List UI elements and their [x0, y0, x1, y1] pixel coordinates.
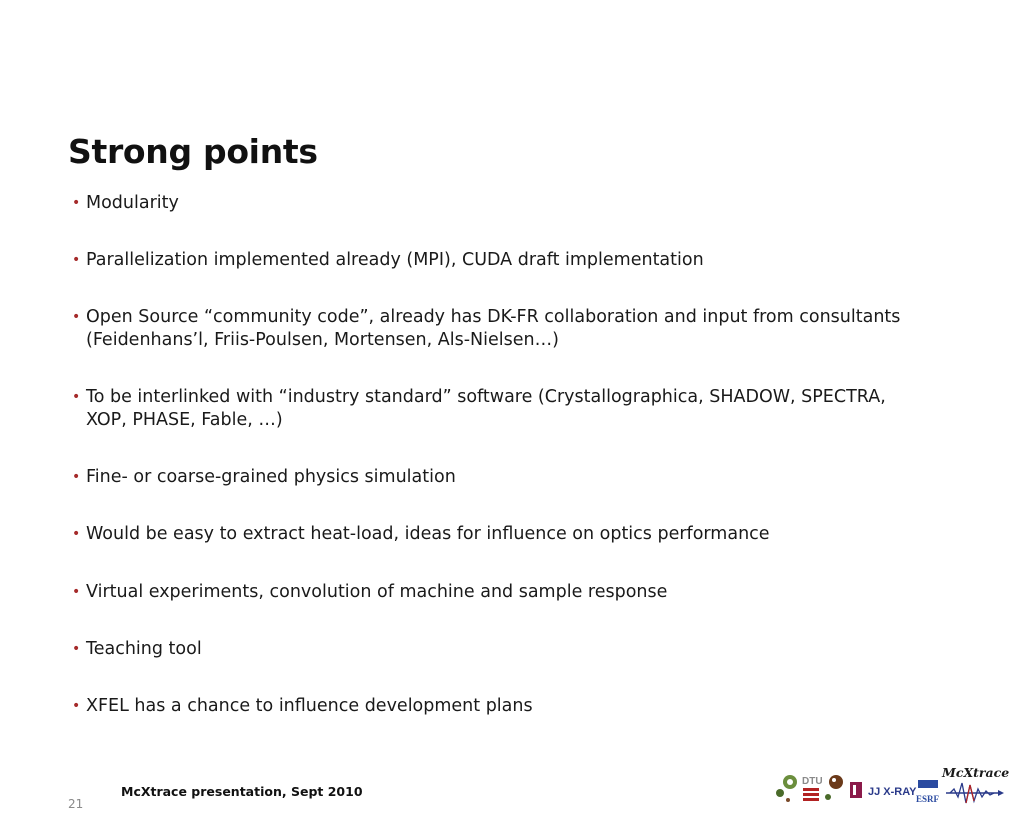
jj-xray-logo [868, 786, 917, 798]
bullet-text: Parallelization implemented already (MPI), CUDA draft implementation [86, 250, 704, 270]
bullet-item [72, 249, 906, 272]
soleil-logo [850, 782, 862, 798]
bullet-item [72, 581, 906, 604]
bullet-icon: • [72, 698, 81, 714]
risoe-logo [825, 775, 843, 800]
bullet-text: Fine- or coarse-grained physics simulation [86, 467, 456, 487]
bullet-icon: • [72, 641, 81, 657]
bullet-item [72, 638, 906, 661]
bullet-icon: • [72, 195, 81, 211]
bullet-icon: • [72, 309, 81, 325]
jj-xray-logo-text: JJ X-RAY [868, 786, 917, 798]
bullet-text: Teaching tool [86, 639, 202, 659]
bullet-text: XFEL has a chance to influence development plans [86, 696, 533, 716]
dtu-logo-text: DTU [802, 776, 823, 787]
bullet-icon: • [72, 389, 81, 405]
bullet-icon: • [72, 584, 81, 600]
bullet-item [72, 306, 906, 352]
dtu-logo [802, 776, 823, 801]
bullet-item [72, 466, 906, 489]
bullet-text: Modularity [86, 193, 179, 213]
bullet-item [72, 523, 906, 546]
bullet-text: Virtual experiments, convolution of machine and sample response [86, 582, 668, 602]
bullet-item [72, 386, 906, 432]
niels-bohr-institute-logo [776, 775, 797, 802]
bullet-icon: • [72, 252, 81, 268]
bullet-text: Open Source “community code”, already has DK-FR collaboration and input from consultants (Feidenhans’l, Friis-Poulsen, Mortensen, Als-Nielsen…) [86, 307, 901, 350]
page-number: 21 [68, 797, 84, 811]
bullet-item [72, 192, 906, 215]
esrf-logo-text: ESRF [916, 794, 940, 804]
bullet-text: To be interlinked with “industry standard” software (Crystallographica, SHADOW, SPECTRA, XOP, PHASE, Fable, …) [86, 387, 886, 430]
slide-title: Strong points [68, 132, 318, 171]
mcxtrace-logo [946, 783, 1004, 803]
bullet-icon: • [72, 469, 81, 485]
bullet-item [72, 695, 906, 718]
esrf-logo [916, 780, 940, 804]
mcxtrace-brand: McXtrace [942, 765, 1010, 780]
footer-text: McXtrace presentation, Sept 2010 [121, 784, 363, 799]
bullet-icon: • [72, 526, 81, 542]
bullet-text: Would be easy to extract heat-load, ideas for influence on optics performance [86, 524, 770, 544]
